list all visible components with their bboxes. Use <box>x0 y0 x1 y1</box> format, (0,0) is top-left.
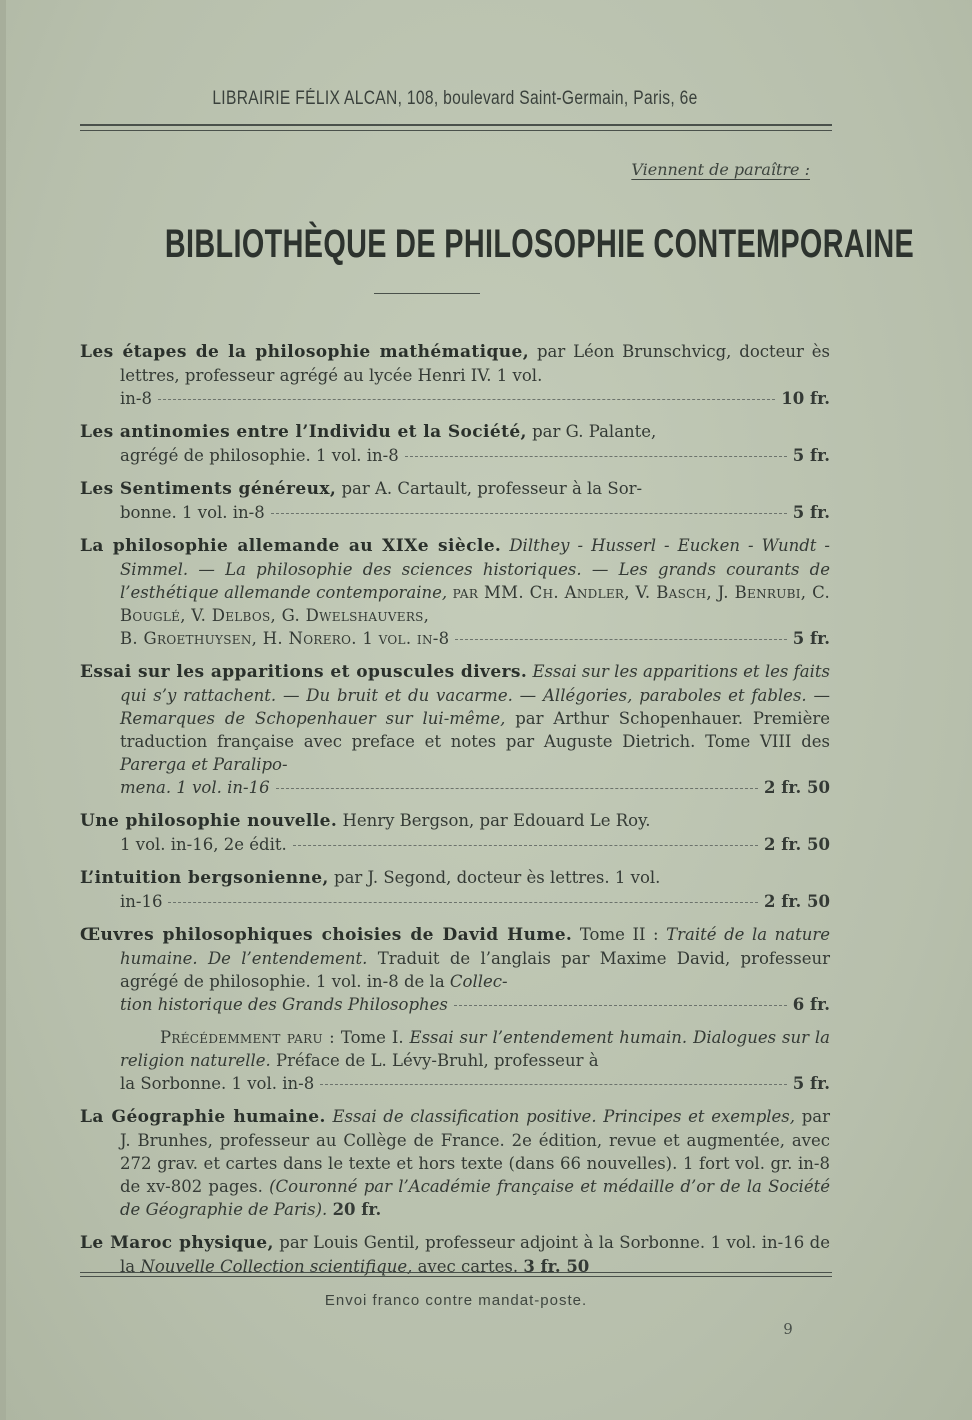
book-entry <box>80 420 830 467</box>
book-title: Une philosophie nouvelle. <box>80 811 338 831</box>
book-subtitle: Traité de la nature humaine. De l’entendement. <box>120 925 831 968</box>
price-line <box>120 444 830 467</box>
book-entry <box>80 923 830 1016</box>
book-description: par J. Brunhes, professeur au Collège de France. 2e édition, revue et augmentée, avec 272 grav. et cartes dans le texte et hors texte (dans 66 nouvelles). 1 fort vol. gr. in-8 de xv-802 pages. <box>120 1107 830 1196</box>
dot-leader <box>455 639 786 640</box>
previous-label: Précédemment paru : <box>160 1028 335 1047</box>
book-title: Essai sur les apparitions et opuscules divers. <box>80 662 528 682</box>
book-format: bonne. 1 vol. in-8 <box>120 503 265 522</box>
book-description: Henry Bergson, par Edouard Le Roy. <box>342 811 651 830</box>
book-price: 2 fr. 50 <box>764 778 830 797</box>
page-number: 9 <box>783 1320 793 1338</box>
book-entry <box>80 1231 830 1278</box>
book-series: Parerga et Paralipo- <box>120 755 288 774</box>
page-title: BIBLIOTHÈQUE DE PHILOSOPHIE CONTEMPORAINE <box>164 222 915 266</box>
book-price: 20 fr. <box>332 1200 382 1219</box>
book-format: B. Groethuysen, H. Norero. 1 vol. in-8 <box>120 629 450 648</box>
book-subtitle: Essai sur l’entendement humain. Dialogues sur la religion naturelle. <box>120 1028 830 1070</box>
book-format: in-8 <box>120 389 152 408</box>
book-price: 2 fr. 50 <box>764 835 830 854</box>
book-price: 5 fr. <box>792 503 830 522</box>
book-format: mena. 1 vol. in-16 <box>120 778 270 797</box>
book-description: par Léon Brunschvicg, docteur ès lettres, professeur agrégé au lycée Henri IV. 1 vol. <box>120 342 830 385</box>
price-line <box>120 501 830 524</box>
book-description: Traduit de l’anglais par Maxime David, professeur agrégé de philosophie. 1 vol. in-8 de la <box>120 949 831 991</box>
dot-leader <box>320 1084 787 1085</box>
book-price: 3 fr. 50 <box>523 1257 590 1276</box>
book-format: 1 vol. in-16, 2e édit. <box>120 835 287 854</box>
price-line <box>120 387 830 410</box>
book-description: par Louis Gentil, professeur adjoint à la Sorbonne. 1 vol. in-16 de la <box>120 1233 831 1276</box>
book-format: la Sorbonne. 1 vol. in-8 <box>120 1074 315 1093</box>
book-title: Les étapes de la philosophie mathématique, <box>80 342 530 362</box>
book-entry <box>80 340 830 410</box>
title-rule <box>374 293 480 294</box>
book-price: 2 fr. 50 <box>764 892 830 911</box>
book-title: L’intuition bergsonienne, <box>80 868 329 888</box>
book-format: tion historique des Grands Philosophes <box>120 995 448 1014</box>
book-series: Nouvelle Collection scientifique, <box>140 1257 413 1276</box>
price-line <box>120 993 830 1016</box>
book-title: Les Sentiments généreux, <box>80 479 337 499</box>
shipping-note: Envoi franco contre mandat-poste. <box>324 1292 588 1309</box>
price-line <box>120 776 830 799</box>
dot-leader <box>271 513 787 514</box>
book-subtitle: Essai sur les apparitions et les faits qui s’y rattachent. — Du bruit et du vacarme. — Allégories, paraboles et fables. — Remarques de Schopenhauer sur lui-même, <box>120 662 830 728</box>
book-price: 5 fr. <box>792 446 830 465</box>
book-price: 6 fr. <box>792 995 830 1014</box>
price-line <box>120 1072 830 1095</box>
book-title: La philosophie allemande au XIXe siècle. <box>80 536 502 556</box>
book-price: 5 fr. <box>792 629 830 648</box>
price-line <box>120 833 830 856</box>
book-entry <box>80 809 830 856</box>
book-series: Collec- <box>449 972 508 991</box>
book-subtitle: Essai de classification positive. Principes et exemples, <box>332 1107 796 1126</box>
book-entry-previous <box>80 1026 830 1095</box>
book-title: Le Maroc physique, <box>80 1233 274 1253</box>
book-title: Œuvres philosophiques choisies de David Hume. <box>80 925 573 945</box>
binding-edge <box>0 0 6 1420</box>
book-volume: Tome II : <box>579 925 659 944</box>
book-extra: avec cartes. <box>417 1257 519 1276</box>
dot-leader <box>158 399 775 400</box>
book-subtitle: Dilthey - Husserl - Eucken - Wundt - Simmel. — La philosophie des sciences historiques. — Les grands courants de l’esthétique allemande contemporaine, <box>120 536 831 602</box>
header-rule <box>80 124 832 131</box>
book-description: par A. Cartault, professeur à la Sor- <box>341 479 643 498</box>
book-entry <box>80 1105 830 1221</box>
book-price: 5 fr. <box>792 1074 830 1093</box>
book-description: Préface de L. Lévy-Bruhl, professeur à <box>276 1051 599 1070</box>
book-list <box>80 340 830 1288</box>
book-entry <box>80 660 830 799</box>
book-award: (Couronné par l’Académie française et médaille d’or de la Société de Géographie de Paris). <box>120 1177 830 1219</box>
book-entry <box>80 477 830 524</box>
book-title: La Géographie humaine. <box>80 1107 326 1127</box>
book-entry <box>80 534 830 650</box>
book-title: Les antinomies entre l’Individu et la Société, <box>80 422 527 442</box>
footer-rule <box>80 1272 832 1277</box>
dot-leader <box>454 1005 787 1006</box>
book-entry <box>80 866 830 913</box>
price-line <box>120 890 830 913</box>
dot-leader <box>293 845 758 846</box>
book-description: par J. Segond, docteur ès lettres. 1 vol. <box>334 868 661 887</box>
book-format: in-16 <box>120 892 163 911</box>
subheading: Viennent de paraître : <box>631 160 810 179</box>
book-description: par Arthur Schopenhauer. Première traduction française avec preface et notes par Auguste Dietrich. Tome VIII des <box>120 709 830 751</box>
publisher-header: LIBRAIRIE FÉLIX ALCAN, 108, boulevard Saint-Germain, Paris, 6e <box>212 88 698 109</box>
dot-leader <box>405 456 787 457</box>
dot-leader <box>276 788 758 789</box>
book-description: par G. Palante, <box>532 422 657 441</box>
book-description: par MM. Ch. Andler, V. Basch, J. Benrubi, C. Bouglé, V. Delbos, G. Dwelshauvers, <box>120 583 830 625</box>
book-volume: Tome I. <box>340 1028 404 1047</box>
book-price: 10 fr. <box>781 389 830 408</box>
book-format: agrégé de philosophie. 1 vol. in-8 <box>120 446 399 465</box>
dot-leader <box>168 902 758 903</box>
price-line <box>120 627 830 650</box>
